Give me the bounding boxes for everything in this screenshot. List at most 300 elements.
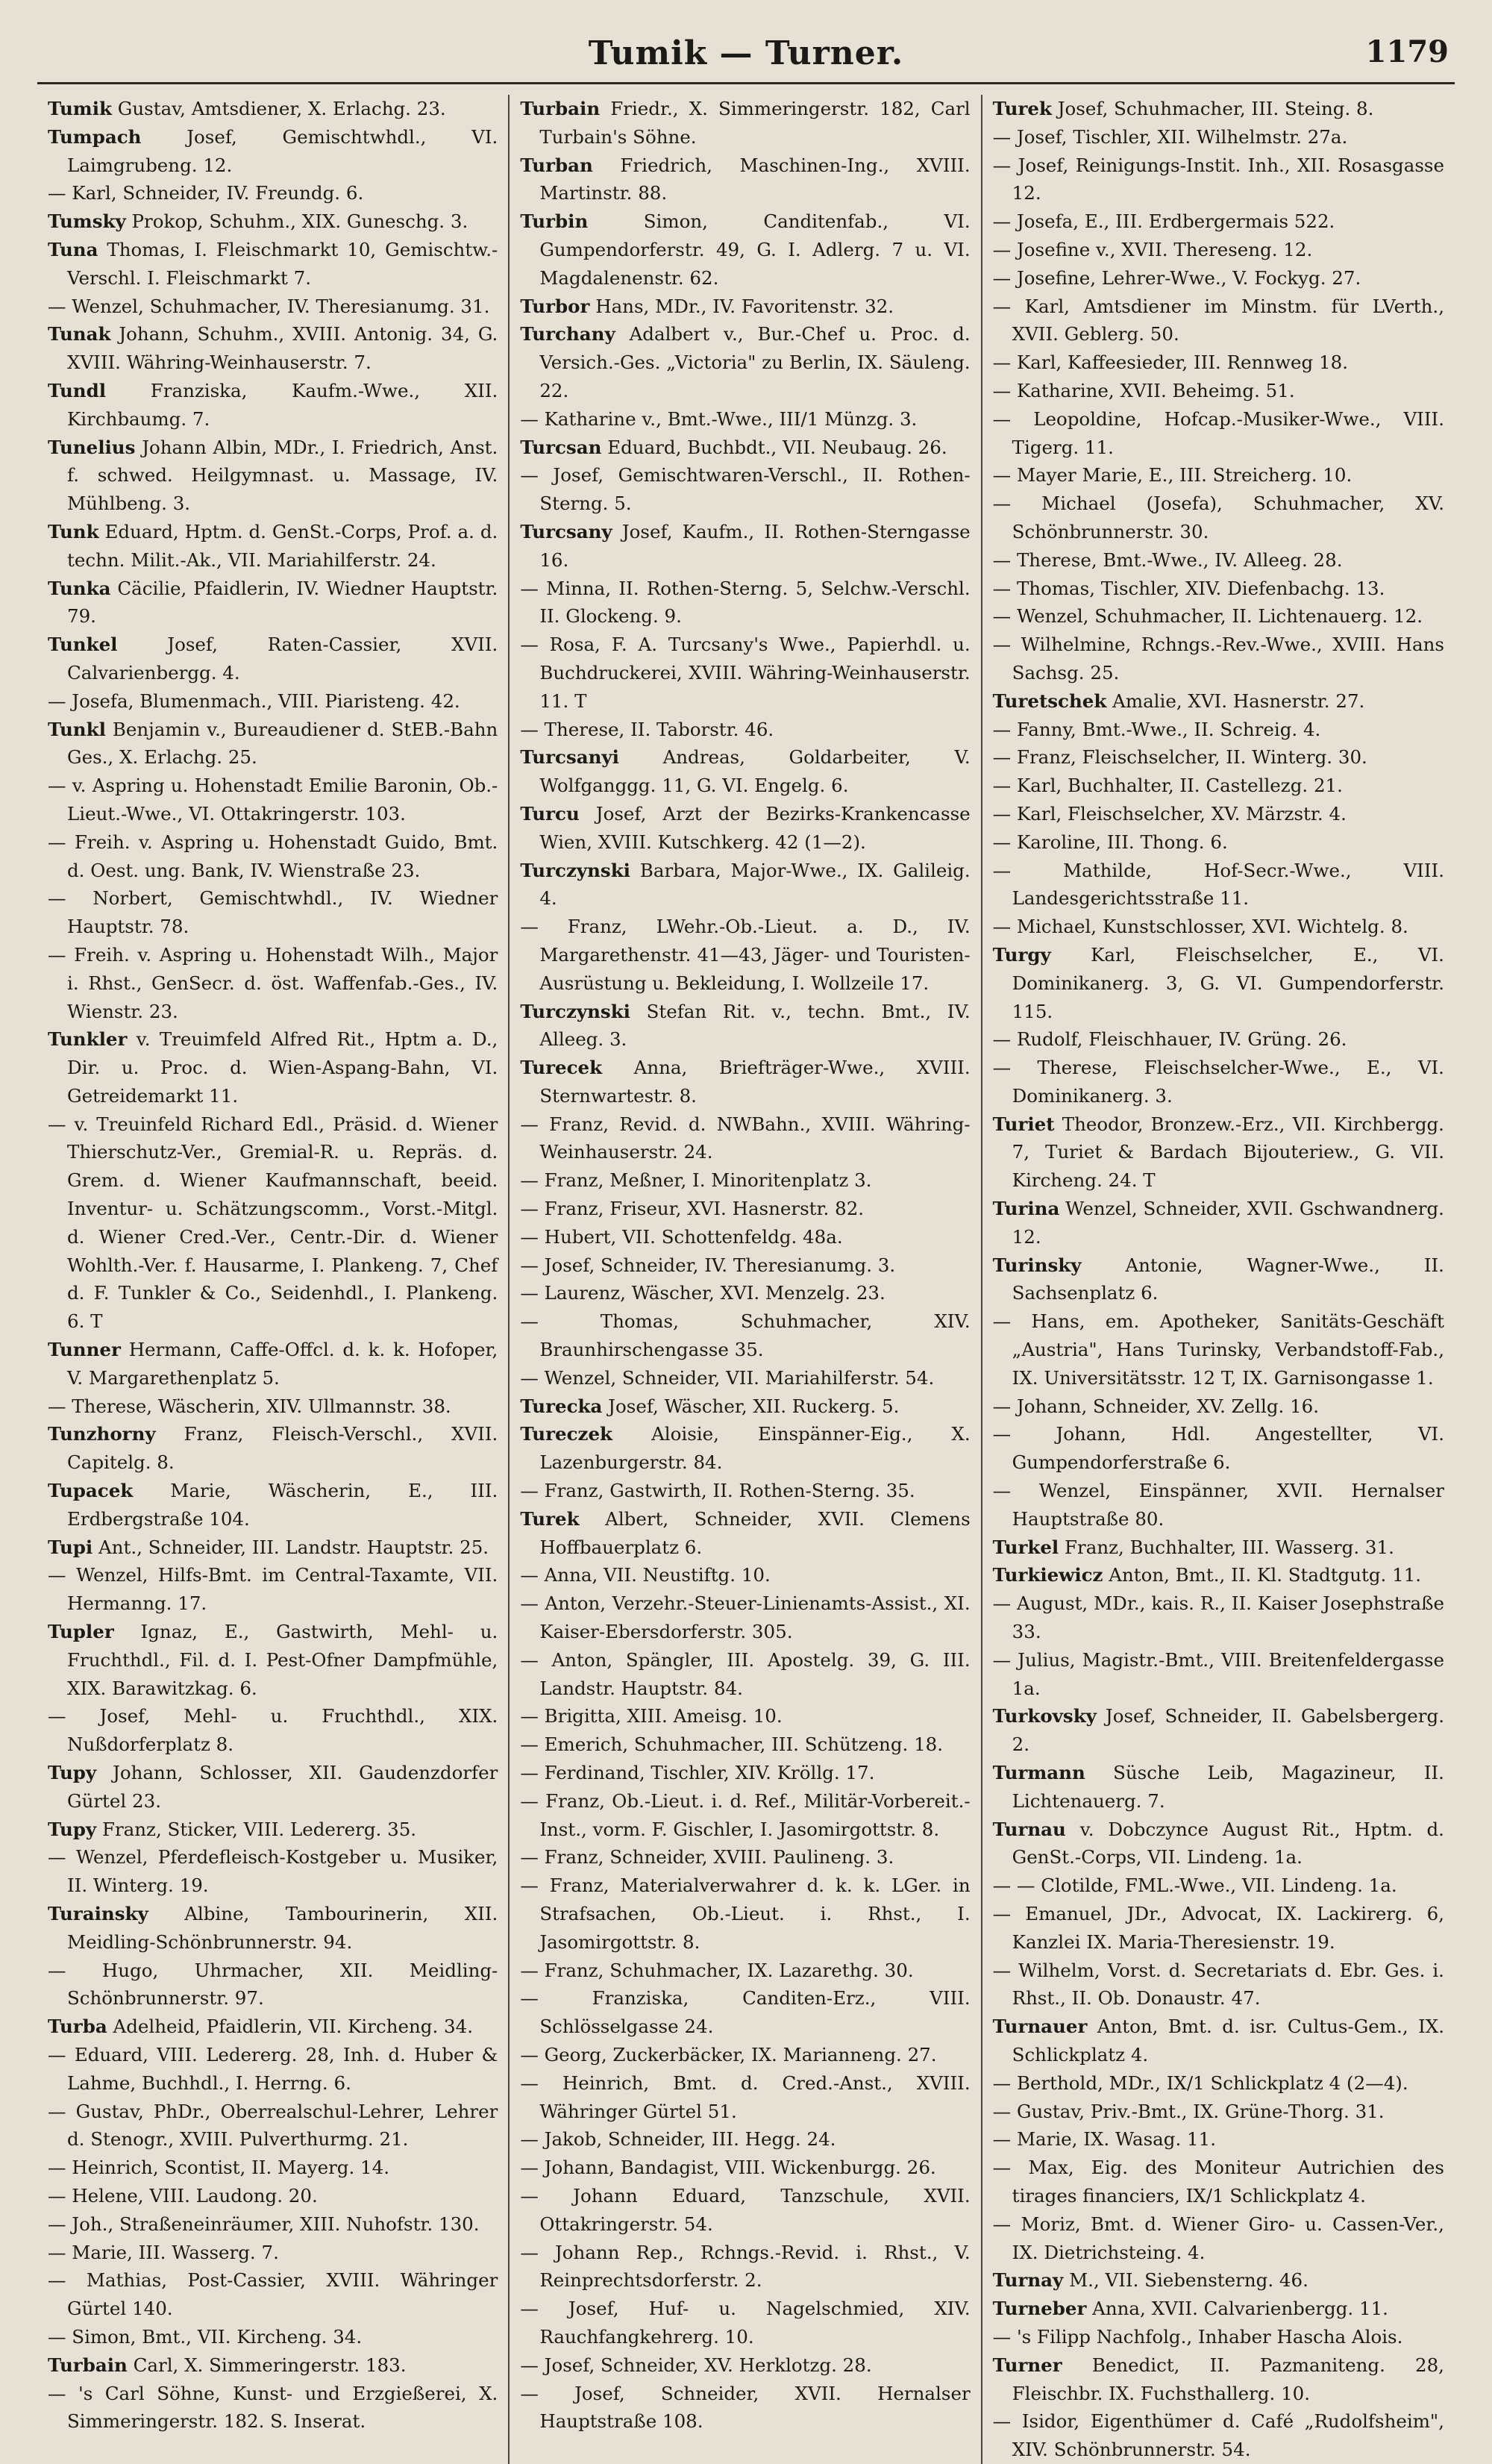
entry-surname: Turiet: [992, 1113, 1055, 1135]
entry-text: Anna, Briefträger-Wwe., XVIII. Sternwartestr. 8.: [539, 1057, 971, 1107]
entry-surname: Tunkl: [48, 718, 106, 740]
entry-text: — Marie, IX. Wasag. 11.: [992, 2128, 1217, 2151]
entry-text: — Mathias, Post-Cassier, XVIII. Währinger Gürtel 140.: [48, 2269, 498, 2320]
entry-text: — Moriz, Bmt. d. Wiener Giro- u. Cassen-Ver., IX. Dietrichsteing. 4.: [992, 2213, 1444, 2263]
directory-entry: [993, 602, 1444, 631]
directory-entry: [520, 95, 970, 151]
directory-entry: [48, 518, 498, 575]
entry-text: — Minna, II. Rothen-Sterng. 5, Selchw.-Verschl. II. Glockeng. 9.: [520, 577, 971, 628]
entry-surname: Turnauer: [992, 2016, 1088, 2038]
entry-text: — Helene, VIII. Laudong. 20.: [48, 2184, 318, 2207]
entry-text: — Thomas, Tischler, XIV. Diefenbachg. 13.: [992, 577, 1385, 599]
entry-surname: Tupy: [48, 1762, 97, 1784]
directory-entry: [520, 2125, 970, 2154]
directory-entry: [48, 2323, 498, 2351]
directory-entry: [993, 2069, 1444, 2098]
directory-entry: [993, 1025, 1444, 1054]
directory-entry: [520, 518, 970, 575]
directory-entry: [48, 1336, 498, 1392]
directory-entry: [48, 687, 498, 716]
entry-text: Ant., Schneider, III. Landstr. Hauptstr. 25.: [93, 1536, 489, 1558]
directory-entry: [48, 941, 498, 1025]
directory-entry: [993, 1561, 1444, 1589]
directory-entry: [48, 2380, 498, 2436]
entry-text: Stefan Rit. v., techn. Bmt., IV. Alleeg. 3.: [539, 1000, 971, 1051]
entry-text: — Karl, Kaffeesieder, III. Rennweg 18.: [992, 351, 1348, 374]
directory-entry: [48, 2351, 498, 2380]
entry-text: — Freih. v. Aspring u. Hohenstadt Guido, Bmt. d. Oest. ung. Bank, IV. Wienstraße 23.: [48, 831, 498, 881]
directory-entry: [993, 1195, 1444, 1251]
directory-entry: [48, 2013, 498, 2041]
directory-entry: [48, 1702, 498, 1759]
directory-entry: [48, 716, 498, 772]
entry-text: Josef, Gemischtwhdl., VI. Laimgrubeng. 12.: [67, 125, 498, 176]
directory-entry: [993, 687, 1444, 716]
entry-surname: Turnay: [992, 2269, 1064, 2292]
entry-surname: Tunelius: [48, 436, 136, 458]
entry-text: Wenzel, Schneider, XVII. Gschwandnerg. 12.: [1012, 1198, 1444, 1248]
entry-text: — Hugo, Uhrmacher, XII. Meidling-Schönbrunnerstr. 97.: [48, 1959, 498, 2010]
entry-text: Theodor, Bronzew.-Erz., VII. Kirchbergg. 7, Turiet & Bardach Bijouteriew., G. VII. Kircheng. 24. T: [1012, 1113, 1444, 1192]
entry-text: — Berthold, MDr., IX/1 Schlickplatz 4 (2—4).: [992, 2071, 1408, 2094]
directory-entry: [48, 236, 498, 293]
directory-entry: [520, 1872, 970, 1956]
directory-entry: [520, 1984, 970, 2041]
entry-surname: Turcsanyi: [520, 746, 619, 769]
entry-surname: Tunzhorny: [48, 1423, 156, 1445]
directory-entry: [993, 2323, 1444, 2351]
entry-text: — Rudolf, Fleischhauer, IV. Grüng. 26.: [992, 1028, 1347, 1051]
entry-text: Anton, Bmt., II. Kl. Stadtgutg. 11.: [1103, 1564, 1422, 1586]
entry-text: — v. Aspring u. Hohenstadt Emilie Baronin, Ob.-Lieut.-Wwe., VI. Ottakringerstr. 103.: [48, 775, 498, 825]
entry-text: — Michael (Josefa), Schuhmacher, XV. Schönbrunnerstr. 30.: [992, 493, 1444, 542]
directory-entry: [993, 828, 1444, 857]
entry-text: — Franz, Meßner, I. Minoritenplatz 3.: [520, 1169, 872, 1192]
directory-entry: [993, 1646, 1444, 1703]
entry-text: Franz, Sticker, VIII. Ledererg. 35.: [96, 1818, 417, 1840]
directory-entry: [520, 1364, 970, 1392]
directory-entry: [48, 575, 498, 631]
entry-surname: Tupy: [48, 1818, 97, 1840]
directory-entry: [48, 772, 498, 828]
page-number: 1179: [1365, 34, 1449, 69]
entry-text: — Karl, Buchhalter, II. Castellezg. 21.: [992, 775, 1343, 797]
directory-entry: [520, 716, 970, 744]
entry-text: Josef, Kaufm., II. Rothen-Sterngasse 16.: [539, 520, 971, 571]
entry-text: Antonie, Wagner-Wwe., II. Sachsenplatz 6.: [1012, 1254, 1444, 1304]
directory-entry: [48, 293, 498, 321]
entry-surname: Tunner: [48, 1339, 121, 1361]
directory-entry: [520, 2069, 970, 2126]
directory-entry: [993, 2154, 1444, 2210]
entry-text: — Therese, Wäscherin, XIV. Ullmannstr. 38.: [48, 1395, 451, 1417]
directory-entry: [993, 2351, 1444, 2408]
entry-text: — Josef, Schneider, XV. Herklotzg. 28.: [520, 2354, 872, 2376]
entry-text: — Thomas, Schuhmacher, XIV. Braunhirschengasse 35.: [520, 1310, 971, 1361]
directory-entry: [993, 151, 1444, 208]
page-title: Tumik — Turner.: [588, 34, 904, 72]
directory-entry: [48, 434, 498, 518]
entry-text: — Wilhelm, Vorst. d. Secretariats d. Ebr. Ges. i. Rhst., II. Ob. Donaustr. 47.: [992, 1959, 1444, 2010]
directory-entry: [520, 800, 970, 857]
entry-surname: Turkiewicz: [992, 1564, 1103, 1586]
entry-surname: Turainsky: [48, 1903, 148, 1924]
entry-text: — Simon, Bmt., VII. Kircheng. 34.: [48, 2325, 363, 2348]
directory-entry: [48, 1561, 498, 1618]
directory-entry: [520, 631, 970, 715]
entry-text: — Franz, LWehr.-Ob.-Lieut. a. D., IV. Margarethenstr. 41—43, Jäger- und Touristen-Ausrüstung u. Bekleidung, I. Wollzeile 17.: [520, 916, 971, 994]
entry-surname: Tupi: [48, 1536, 93, 1558]
entry-text: Carl, X. Simmeringerstr. 183.: [127, 2354, 407, 2376]
entry-text: — Marie, III. Wasserg. 7.: [48, 2241, 279, 2263]
directory-entry: [520, 857, 970, 913]
directory-entry: [993, 1957, 1444, 2013]
entry-surname: Turecka: [520, 1395, 603, 1417]
entry-text: — Therese, II. Taborstr. 46.: [520, 718, 774, 740]
directory-entry: [993, 348, 1444, 377]
entry-text: — Johann, Hdl. Angestellter, VI. Gumpendorferstraße 6.: [992, 1423, 1444, 1474]
directory-entry: [48, 1025, 498, 1110]
directory-entry: [520, 1279, 970, 1307]
directory-entry: [993, 1110, 1444, 1195]
directory-entry: [520, 1054, 970, 1110]
entry-text: Johann, Schuhm., XVIII. Antonig. 34, G. XVIII. Währing-Weinhauserstr. 7.: [67, 323, 498, 374]
entry-text: — Wenzel, Schuhmacher, II. Lichtenauerg. 12.: [992, 605, 1423, 628]
entry-text: — Mathilde, Hof-Secr.-Wwe., VIII. Landesgerichtsstraße 11.: [992, 859, 1444, 910]
directory-entry: [48, 1110, 498, 1336]
entry-text: Süsche Leib, Magazineur, II. Lichtenauerg. 7.: [1012, 1762, 1444, 1812]
entry-surname: Turcu: [520, 802, 580, 825]
entry-text: v. Treuimfeld Alfred Rit., Hptm a. D., Dir. u. Proc. d. Wien-Aspang-Bahn, VI. Getreidemarkt 11.: [67, 1028, 498, 1107]
entry-text: Anton, Bmt. d. isr. Cultus-Gem., IX. Schlickplatz 4.: [1012, 2016, 1444, 2066]
entry-text: — Emerich, Schuhmacher, III. Schützeng. 18.: [520, 1733, 944, 1756]
entry-text: — Joh., Straßeneinräumer, XIII. Nuhofstr. 130.: [48, 2213, 480, 2235]
directory-entry: [520, 575, 970, 631]
directory-entry: [520, 293, 970, 321]
entry-text: Simon, Canditenfab., VI. Gumpendorferstr. 49, G. I. Adlerg. 7 u. VI. Magdalenenstr. 62.: [539, 210, 971, 289]
entry-text: — Franziska, Canditen-Erz., VIII. Schlösselgasse 24.: [520, 1987, 971, 2038]
entry-text: Aloisie, Einspänner-Eig., X. Lazenburgerstr. 84.: [539, 1423, 971, 1474]
entry-surname: Tunkler: [48, 1028, 128, 1051]
entry-text: — Ferdinand, Tischler, XIV. Kröllg. 17.: [520, 1762, 875, 1784]
directory-entry: [520, 2380, 970, 2436]
directory-entry: [520, 1759, 970, 1787]
entry-text: — Freih. v. Aspring u. Hohenstadt Wilh., Major i. Rhst., GenSecr. d. öst. Waffenfab.-Ges., IV. Wienstr. 23.: [48, 943, 498, 1022]
entry-text: — 's Filipp Nachfolg., Inhaber Hascha Alois.: [992, 2325, 1403, 2348]
entry-text: — Karl, Amtsdiener im Minstm. für LVerth., XVII. Geblerg. 50.: [992, 295, 1444, 345]
entry-text: Albert, Schneider, XVII. Clemens Hoffbauerplatz 6.: [539, 1507, 971, 1558]
directory-entry: [48, 1816, 498, 1844]
entry-surname: Tupacek: [48, 1480, 134, 1502]
directory-entry: [520, 1730, 970, 1759]
directory-entry: [993, 264, 1444, 293]
entry-text: — Anna, VII. Neustiftg. 10.: [520, 1564, 771, 1586]
entry-surname: Turcsany: [520, 520, 612, 542]
entry-text: — Brigitta, XIII. Ameisg. 10.: [520, 1705, 783, 1727]
directory-entry: [48, 1618, 498, 1702]
entry-text: Andreas, Goldarbeiter, V. Wolfganggg. 11, G. VI. Engelg. 6.: [539, 746, 971, 797]
entry-text: — Wenzel, Schuhmacher, IV. Theresianumg. 31.: [48, 295, 490, 317]
entry-text: Josef, Raten-Cassier, XVII. Calvarienbergg. 4.: [67, 634, 498, 684]
entry-surname: Turcsan: [520, 436, 602, 458]
directory-entry: [520, 1110, 970, 1167]
entry-text: — 's Carl Söhne, Kunst- und Erzgießerei, X. Simmeringerstr. 182. S. Inserat.: [48, 2382, 498, 2433]
directory-entry: [48, 2182, 498, 2210]
entry-text: M., VII. Siebensterng. 46.: [1063, 2269, 1308, 2292]
entry-text: Franz, Buchhalter, III. Wasserg. 31.: [1059, 1536, 1394, 1558]
entry-text: — — Clotilde, FML.-Wwe., VII. Lindeng. 1a.: [992, 1874, 1397, 1897]
entry-text: — Johann Eduard, Tanzschule, XVII. Ottakringerstr. 54.: [520, 2184, 971, 2235]
entry-text: — Mayer Marie, E., III. Streicherg. 10.: [992, 464, 1352, 487]
entry-text: Barbara, Major-Wwe., IX. Galileig. 4.: [539, 859, 971, 910]
directory-entry: [993, 772, 1444, 800]
directory-entry: [48, 2154, 498, 2182]
entry-text: — Jakob, Schneider, III. Hegg. 24.: [520, 2128, 836, 2151]
entry-text: — Hubert, VII. Schottenfeldg. 48a.: [520, 1225, 843, 1248]
directory-entry: [993, 293, 1444, 349]
entry-surname: Turner: [992, 2354, 1062, 2376]
entry-text: — August, MDr., kais. R., II. Kaiser Josephstraße 33.: [992, 1592, 1444, 1643]
entry-text: — Karoline, III. Thong. 6.: [992, 831, 1228, 853]
entry-text: Gustav, Amtsdiener, X. Erlachg. 23.: [112, 98, 446, 119]
directory-entry: [993, 546, 1444, 575]
entry-text: — Michael, Kunstschlosser, XVI. Wichtelg. 8.: [992, 916, 1408, 938]
entry-text: — Gustav, Priv.-Bmt., IX. Grüne-Thorg. 31.: [992, 2100, 1385, 2122]
directory-entry: [993, 913, 1444, 941]
entry-text: — Franz, Ob.-Lieut. i. d. Ref., Militär-Vorbereit.-Inst., vorm. F. Gischler, I. Jasomirgottstr. 8.: [520, 1789, 971, 1840]
entry-surname: Turina: [992, 1198, 1060, 1220]
entry-text: Eduard, Hptm. d. GenSt.-Corps, Prof. a. d. techn. Milit.-Ak., VII. Mariahilferstr. 24.: [67, 520, 498, 571]
directory-entry: [993, 1900, 1444, 1957]
directory-entry: [48, 179, 498, 207]
entry-surname: Turchany: [520, 323, 615, 345]
directory-entry: [48, 1533, 498, 1562]
entry-text: — Karl, Schneider, IV. Freundg. 6.: [48, 182, 364, 204]
directory-entry: [48, 123, 498, 180]
directory-entry: [520, 434, 970, 462]
directory-entry: [48, 1957, 498, 2013]
directory-entry: [993, 1589, 1444, 1646]
directory-entry: [48, 2098, 498, 2154]
entry-text: Josef, Wäscher, XII. Ruckerg. 5.: [602, 1395, 900, 1417]
entry-text: — Wenzel, Hilfs-Bmt. im Central-Taxamte, VII. Hermanng. 17.: [48, 1564, 498, 1615]
entry-text: — Franz, Gastwirth, II. Rothen-Sterng. 35.: [520, 1480, 915, 1502]
entry-surname: Turmann: [992, 1762, 1085, 1784]
directory-entry: [520, 151, 970, 208]
directory-entry: [520, 1561, 970, 1589]
entry-text: — Wenzel, Schneider, VII. Mariahilferstr. 54.: [520, 1366, 935, 1389]
directory-entry: [520, 1843, 970, 1872]
entry-text: — Heinrich, Scontist, II. Mayerg. 14.: [48, 2157, 389, 2179]
directory-entry: [993, 2210, 1444, 2267]
directory-entry: [520, 2239, 970, 2295]
entry-surname: Turkovsky: [992, 1705, 1097, 1727]
entry-text: — Franz, Materialverwahrer d. k. k. LGer. in Strafsachen, Ob.-Lieut. i. Rhst., I. Jasomirgottstr. 8.: [520, 1874, 971, 1953]
directory-entry: [48, 631, 498, 687]
entry-text: Ignaz, E., Gastwirth, Mehl- u. Fruchthdl., Fil. d. I. Pest-Ofner Dampfmühle, XIX. Barawitzkag. 6.: [67, 1621, 498, 1699]
directory-entry: [48, 377, 498, 434]
directory-entry: [993, 123, 1444, 151]
entry-text: — Emanuel, JDr., Advocat, IX. Lackirerg. 6, Kanzlei IX. Maria-Theresienstr. 19.: [992, 1903, 1444, 1953]
directory-entry: [48, 95, 498, 123]
directory-entry: [520, 320, 970, 404]
entry-surname: Turecek: [520, 1057, 603, 1079]
entry-text: — Johann, Schneider, XV. Zellg. 16.: [992, 1395, 1320, 1417]
directory-entry: [520, 1195, 970, 1223]
entry-text: — Georg, Zuckerbäcker, IX. Marianneng. 27.: [520, 2043, 937, 2066]
directory-entry: [48, 1759, 498, 1816]
entry-surname: Turbain: [520, 98, 601, 119]
entry-text: Hermann, Caffe-Offcl. d. k. k. Hofoper, V. Margarethenplatz 5.: [67, 1339, 498, 1389]
directory-entry: [993, 490, 1444, 546]
entry-text: — v. Treuinfeld Richard Edl., Präsid. d. Wiener Thierschutz-Ver., Gremial-R. u. Repräs. d. Grem. d. Wiener Kaufmannschaft, beeid. Inventur- u. Schätzungscomm., Vorst.-Mitgl. d. Wiener Cred.-Ver., Centr.-Dir. d. Wiener Wohlth.-Ver. f. Hausarme, I. Plankeng. 7, Chef d. F. Tunkler & Co., Seidenhdl., I. Plankeng. 6. T: [48, 1113, 498, 1333]
entry-text: — Therese, Fleischselcher-Wwe., E., VI. Dominikanerg. 3.: [992, 1057, 1444, 1107]
directory-entry: [520, 1223, 970, 1251]
entry-text: Albine, Tambourinerin, XII. Meidling-Schönbrunnerstr. 94.: [67, 1903, 498, 1953]
directory-entry: [993, 1307, 1444, 1392]
entry-text: Benedict, II. Pazmaniteng. 28, Fleischbr. IX. Fuchsthallerg. 10.: [1012, 2354, 1444, 2404]
directory-entry: [520, 1307, 970, 1364]
entry-surname: Turinsky: [992, 1254, 1082, 1276]
directory-entry: [520, 1646, 970, 1703]
entry-surname: Tumsky: [48, 210, 126, 233]
entry-text: — Josef, Mehl- u. Fruchthdl., XIX. Nußdorferplatz 8.: [48, 1705, 498, 1756]
entry-text: — Fanny, Bmt.-Wwe., II. Schreig. 4.: [992, 718, 1321, 740]
directory-entry: [48, 1477, 498, 1533]
directory-entry: [993, 405, 1444, 462]
entry-text: — Therese, Bmt.-Wwe., IV. Alleeg. 28.: [992, 548, 1343, 571]
directory-entry: [993, 2013, 1444, 2069]
column-1: [37, 95, 510, 2464]
entry-surname: Turek: [992, 98, 1052, 119]
directory-entry: [520, 1477, 970, 1505]
directory-entry: [993, 941, 1444, 1025]
entry-surname: Turbor: [520, 295, 590, 317]
entry-text: — Hans, em. Apotheker, Sanitäts-Geschäft „Austria", Hans Turinsky, Verbandstoff-Fab., IX. Universitätsstr. 12 T, IX. Garnisongasse 1.: [992, 1310, 1444, 1389]
directory-entry: [993, 377, 1444, 405]
directory-entry: [520, 1166, 970, 1195]
entry-surname: Tumik: [48, 98, 113, 119]
directory-entry: [48, 2041, 498, 2098]
entry-surname: Tureczek: [520, 1423, 613, 1445]
directory-entry: [993, 2266, 1444, 2295]
directory-entry: [993, 207, 1444, 236]
directory-entry: [520, 1392, 970, 1421]
directory-entry: [520, 461, 970, 518]
directory-entry: [993, 743, 1444, 772]
entry-text: — Josefa, E., III. Erdbergermais 522.: [992, 210, 1335, 233]
directory-entry: [993, 1420, 1444, 1477]
entry-surname: Turek: [520, 1507, 580, 1530]
entry-surname: Tundl: [48, 379, 107, 401]
entry-surname: Turkel: [992, 1536, 1059, 1558]
entry-text: — Josef, Schneider, XVII. Hernalser Hauptstraße 108.: [520, 2382, 971, 2433]
entry-surname: Tumpach: [48, 125, 142, 148]
entry-text: Benjamin v., Bureaudiener d. StEB.-Bahn Ges., X. Erlachg. 25.: [67, 718, 498, 769]
entry-text: Adalbert v., Bur.-Chef u. Proc. d. Versich.-Ges. „Victoria" zu Berlin, IX. Säuleng. 22.: [539, 323, 971, 401]
directory-entry: [993, 1251, 1444, 1308]
directory-entry: [993, 800, 1444, 828]
directory-entry: [993, 2125, 1444, 2154]
directory-entry: [520, 1957, 970, 1985]
directory-entry: [520, 1251, 970, 1280]
directory-entry: [993, 1477, 1444, 1533]
entry-text: Eduard, Buchbdt., VII. Neubaug. 26.: [601, 436, 947, 458]
entry-text: — Franz, Schuhmacher, IX. Lazarethg. 30.: [520, 1959, 914, 1981]
directory-entry: [48, 1392, 498, 1421]
entry-text: — Karl, Fleischselcher, XV. Märzstr. 4.: [992, 802, 1347, 825]
entry-text: — Josefa, Blumenmach., VIII. Piaristeng. 42.: [48, 690, 460, 712]
entry-text: Johann Albin, MDr., I. Friedrich, Anst. f. schwed. Heilgymnast. u. Massage, IV. Mühlbeng. 3.: [67, 436, 498, 515]
directory-entry: [993, 1392, 1444, 1421]
entry-text: Franz, Fleisch-Verschl., XVII. Capitelg. 8.: [67, 1423, 498, 1474]
entry-surname: Turgy: [992, 943, 1051, 966]
directory-entry: [993, 2295, 1444, 2323]
directory-entry: [520, 207, 970, 292]
entry-text: Josef, Schuhmacher, III. Steing. 8.: [1051, 98, 1374, 119]
entry-text: — Josef, Schneider, IV. Theresianumg. 3.: [520, 1254, 896, 1276]
directory-entry: [48, 1843, 498, 1900]
entry-surname: Tunk: [48, 520, 99, 542]
entry-text: — Heinrich, Bmt. d. Cred.-Anst., XVIII. Währinger Gürtel 51.: [520, 2071, 971, 2122]
directory-entry: [520, 1787, 970, 1844]
entry-text: Josef, Schneider, II. Gabelsbergerg. 2.: [1012, 1705, 1444, 1756]
directory-entry: [520, 1702, 970, 1730]
entry-text: — Gustav, PhDr., Oberrealschul-Lehrer, Lehrer d. Stenogr., XVIII. Pulverthurmg. 21.: [48, 2100, 498, 2151]
entry-text: Karl, Fleischselcher, E., VI. Dominikanerg. 3, G. VI. Gumpendorferstr. 115.: [1012, 943, 1444, 1022]
directory-entry: [993, 1702, 1444, 1759]
directory-entry: [993, 857, 1444, 913]
directory-entry: [993, 1533, 1444, 1562]
entry-text: — Johann, Bandagist, VIII. Wickenburgg. 26.: [520, 2157, 936, 2179]
entry-surname: Tunak: [48, 323, 111, 345]
entry-surname: Turneber: [992, 2298, 1087, 2320]
directory-entry: [520, 2295, 970, 2351]
entry-surname: Turczynski: [520, 1000, 630, 1022]
directory-entry: [520, 1589, 970, 1646]
directory-entry: [48, 2266, 498, 2323]
directory-entry: [520, 743, 970, 800]
directory-entry: [520, 1505, 970, 1562]
entry-text: — Laurenz, Wäscher, XVI. Menzelg. 23.: [520, 1282, 886, 1304]
entry-text: Prokop, Schuhm., XIX. Guneschg. 3.: [125, 210, 468, 233]
directory-entry: [520, 405, 970, 434]
entry-text: — Katharine, XVII. Beheimg. 51.: [992, 379, 1295, 401]
entry-text: — Franz, Fleischselcher, II. Winterg. 30.: [992, 746, 1367, 769]
directory-entry: [520, 2154, 970, 2182]
entry-surname: Turbin: [520, 210, 589, 233]
entry-text: Adelheid, Pfaidlerin, VII. Kircheng. 34.: [107, 2016, 473, 2038]
column-2: [510, 95, 982, 2464]
entry-surname: Turbain: [48, 2354, 128, 2376]
entry-text: — Johann Rep., Rchngs.-Revid. i. Rhst., V. Reinprechtsdorferstr. 2.: [520, 2241, 971, 2292]
directory-entry: [520, 2041, 970, 2069]
entry-surname: Turban: [520, 154, 593, 176]
directory-entry: [48, 828, 498, 885]
entry-text: — Wilhelmine, Rchngs.-Rev.-Wwe., XVIII. Hans Sachsg. 25.: [992, 634, 1444, 684]
column-3: [982, 95, 1455, 2464]
entry-text: Amalie, XVI. Hasnerstr. 27.: [1106, 690, 1365, 712]
entry-text: — Josef, Tischler, XII. Wilhelmstr. 27a.: [992, 125, 1348, 148]
directory-entry: [993, 1816, 1444, 1872]
entry-text: Franziska, Kaufm.-Wwe., XII. Kirchbaumg. 7.: [67, 379, 498, 430]
entry-surname: Tunka: [48, 577, 111, 599]
entry-surname: Tupler: [48, 1621, 114, 1643]
entry-text: — Josefine, Lehrer-Wwe., V. Fockyg. 27.: [992, 266, 1361, 289]
directory-entry: [520, 913, 970, 997]
entry-text: — Rosa, F. A. Turcsany's Wwe., Papierhdl. u. Buchdruckerei, XVIII. Währing-Weinhauserstr. 11. T: [520, 634, 971, 712]
entry-text: — Franz, Schneider, XVIII. Paulineng. 3.: [520, 1846, 894, 1869]
